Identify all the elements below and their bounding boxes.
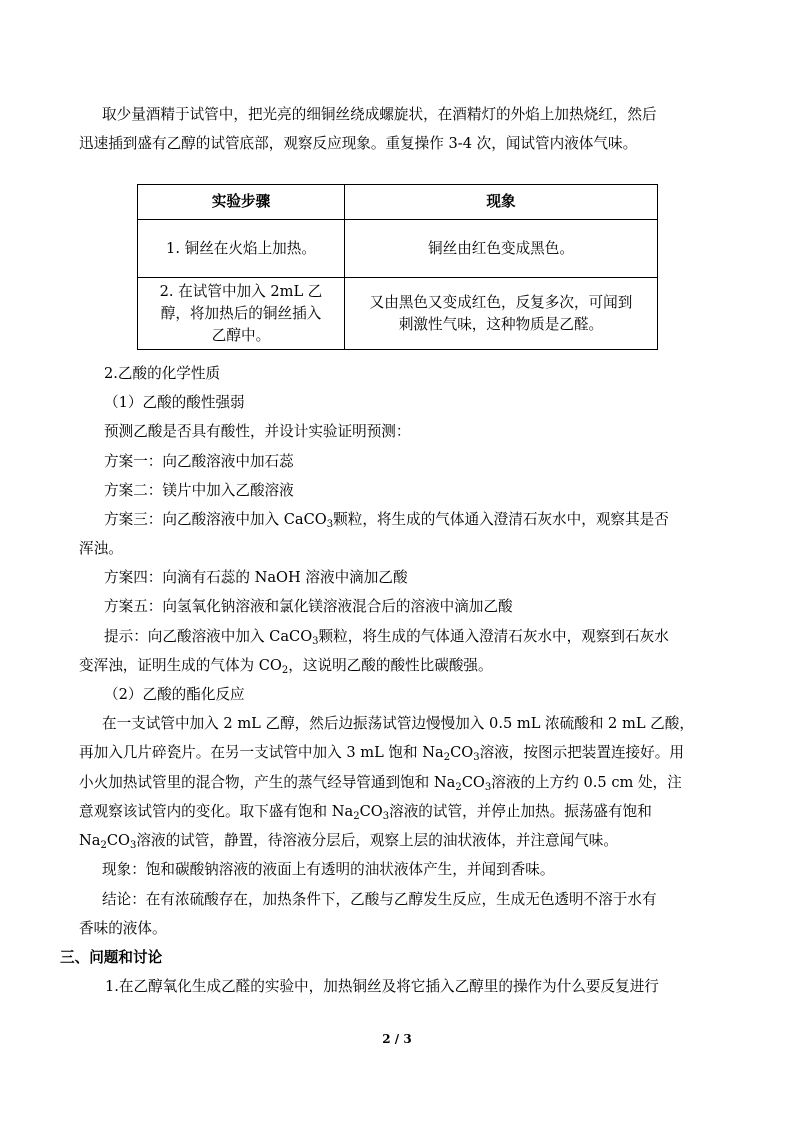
conclusion-line-1: 结论：在有浓硫酸存在，加热条件下，乙酸与乙醇发生反应，生成无色透明不溶于水有 <box>102 891 657 908</box>
header-step: 实验步骤 <box>138 185 345 220</box>
header-phenomenon: 现象 <box>345 185 658 220</box>
table-row <box>138 278 658 350</box>
procedure-line-3: 小火加热试管里的混合物，产生的蒸气经导管通到饱和 $Na_2CO_3$溶液的上方约 0.5 cm 处，注 <box>79 774 682 793</box>
table-row <box>138 220 658 278</box>
conclusion-line-2: 香味的液体。 <box>79 920 167 937</box>
section-2-title: 2.乙酸的化学性质 <box>104 365 221 382</box>
section-3-title: 三、问题和讨论 <box>60 949 163 966</box>
hint-line-2: 变浑浊，证明生成的气体为 $CO_2$，这说明乙酸的酸性比碳酸强。 <box>79 657 493 676</box>
step-cell <box>138 278 345 350</box>
phenomenon-cell <box>345 278 658 350</box>
step-text: 2. 在试管中加入 2mL 乙 <box>159 282 323 300</box>
procedure-line-4: 意观察该试管内的变化。取下盛有饱和 $Na_2CO_3$溶液的试管，并停止加热。振荡盛有饱和 <box>79 803 652 822</box>
plan-3-cont: 浑浊。 <box>79 540 123 557</box>
plan-2: 方案二：镁片中加入乙酸溶液 <box>104 482 294 499</box>
page-number: 2 / 3 <box>382 1032 412 1046</box>
intro-line-1: 取少量酒精于试管中，把光亮的细铜丝绕成螺旋状，在酒精灯的外焰上加热烧红，然后 <box>102 106 657 123</box>
experiment-table <box>137 184 658 350</box>
phenomenon-text: 又由黑色又变成红色，反复多次，可闻到 <box>369 293 633 311</box>
procedure-line-2: 再加入几片碎瓷片。在另一支试管中加入 3 mL 饱和 $Na_2CO_3$溶液，按图示把装置连接好。用 <box>79 744 684 763</box>
procedure-line-5: $Na_2CO_3$溶液的试管，静置，待溶液分层后，观察上层的油状液体，并注意闻气味。 <box>79 832 618 851</box>
procedure-line-1: 在一支试管中加入 2 mL 乙醇，然后边振荡试管边慢慢加入 0.5 mL 浓硫酸和 2 mL 乙酸， <box>102 715 694 732</box>
hint-line-1: 提示：向乙酸溶液中加入 CaCO$_3$颗粒，将生成的气体通入澄清石灰水中，观察到石灰水 <box>104 628 669 647</box>
step-text: 乙醇中。 <box>211 326 271 344</box>
phenomenon-text: 刺激性气味，这种物质是乙醛。 <box>398 315 604 333</box>
step-cell <box>138 220 345 278</box>
intro-line-2: 迅速插到盛有乙醇的试管底部，观察反应现象。重复操作 3-4 次，闻试管内液体气味。 <box>79 135 638 152</box>
plan-1: 方案一：向乙酸溶液中加石蕊 <box>104 453 294 470</box>
plan-3: 方案三：向乙酸溶液中加入 CaCO$_3$颗粒，将生成的气体通入澄清石灰水中，观察其是否 <box>104 511 669 530</box>
plan-4: 方案四：向滴有石蕊的 NaOH 溶液中滴加乙酸 <box>104 569 408 586</box>
phenomenon-cell <box>345 220 658 278</box>
subsection-1-title: （1）乙酸的酸性强弱 <box>104 394 245 411</box>
question-1: 1.在乙醇氧化生成乙醛的实验中，加热铜丝及将它插入乙醇里的操作为什么要反复进行 <box>105 978 659 995</box>
step-text: 1. 铜丝在火焰上加热。 <box>166 239 316 257</box>
step-text: 醇，将加热后的铜丝插入 <box>160 304 322 322</box>
prediction-text: 预测乙酸是否具有酸性，并设计实验证明预测： <box>104 423 411 440</box>
plan-5: 方案五：向氢氧化钠溶液和氯化镁溶液混合后的溶液中滴加乙酸 <box>104 598 513 615</box>
phenomenon-text: 铜丝由红色变成黑色。 <box>428 239 574 257</box>
table-header-row <box>138 185 658 220</box>
subsection-2-title: （2）乙酸的酯化反应 <box>104 686 245 703</box>
phenomenon-text: 现象：饱和碳酸钠溶液的液面上有透明的油状液体产生，并闻到香味。 <box>102 861 555 878</box>
